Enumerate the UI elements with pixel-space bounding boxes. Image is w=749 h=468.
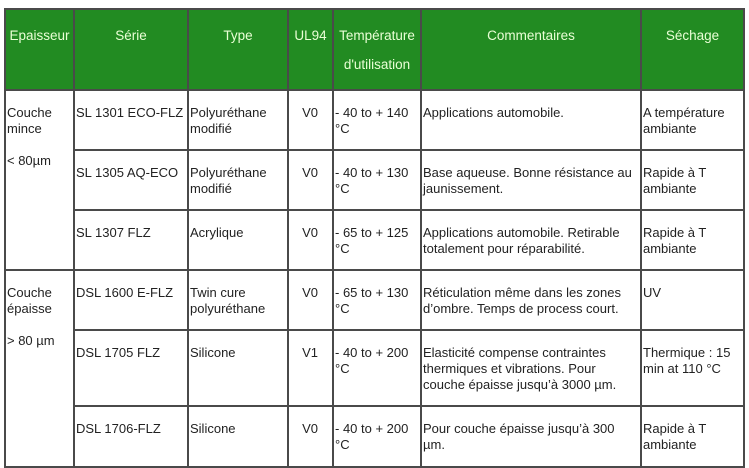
epaisseur-range: < 80µm bbox=[7, 153, 51, 168]
column-header-sechage: Séchage bbox=[641, 9, 744, 90]
type-cell: Polyuréthane modifié bbox=[188, 150, 288, 210]
serie-cell: DSL 1705 FLZ bbox=[74, 330, 188, 406]
epaisseur-label: Couche bbox=[7, 105, 52, 120]
serie-cell: DSL 1706-FLZ bbox=[74, 406, 188, 467]
epaisseur-label: mince bbox=[7, 121, 42, 136]
type-cell: Twin cure polyuréthane bbox=[188, 270, 288, 330]
temperature-header-line1: Température bbox=[339, 28, 415, 43]
column-header-temperature bbox=[333, 9, 421, 90]
type-cell: Acrylique bbox=[188, 210, 288, 270]
type-cell: Silicone bbox=[188, 406, 288, 467]
column-header-epaisseur: Epaisseur bbox=[5, 9, 74, 90]
commentaires-cell: Elasticité compense contraintes thermiques et vibrations. Pour couche épaisse jusqu’à 3000 µm. bbox=[421, 330, 641, 406]
table-row bbox=[5, 150, 744, 210]
table-row bbox=[5, 90, 744, 150]
epaisseur-cell-epaisse bbox=[5, 270, 74, 467]
serie-cell: SL 1305 AQ-ECO bbox=[74, 150, 188, 210]
ul94-cell: V0 bbox=[288, 150, 333, 210]
column-header-type: Type bbox=[188, 9, 288, 90]
temperature-cell: - 65 to + 125 °C bbox=[333, 210, 421, 270]
sechage-cell: Thermique : 15 min at 110 °C bbox=[641, 330, 744, 406]
epaisseur-cell-mince bbox=[5, 90, 74, 270]
ul94-cell: V0 bbox=[288, 270, 333, 330]
temperature-cell: - 40 to + 200 °C bbox=[333, 406, 421, 467]
commentaires-cell: Base aqueuse. Bonne résistance au jaunissement. bbox=[421, 150, 641, 210]
ul94-cell: V0 bbox=[288, 406, 333, 467]
temperature-cell: - 40 to + 140 °C bbox=[333, 90, 421, 150]
header-row bbox=[5, 9, 744, 90]
temperature-cell: - 65 to + 130 °C bbox=[333, 270, 421, 330]
temperature-cell: - 40 to + 130 °C bbox=[333, 150, 421, 210]
epaisseur-range: > 80 µm bbox=[7, 333, 55, 348]
commentaires-cell: Pour couche épaisse jusqu’à 300 µm. bbox=[421, 406, 641, 467]
table-row bbox=[5, 210, 744, 270]
serie-cell: DSL 1600 E-FLZ bbox=[74, 270, 188, 330]
ul94-cell: V0 bbox=[288, 210, 333, 270]
sechage-cell: A température ambiante bbox=[641, 90, 744, 150]
sechage-cell: Rapide à T ambiante bbox=[641, 406, 744, 467]
sechage-cell: Rapide à T ambiante bbox=[641, 210, 744, 270]
table-row bbox=[5, 270, 744, 330]
sechage-cell: Rapide à T ambiante bbox=[641, 150, 744, 210]
column-header-ul94: UL94 bbox=[288, 9, 333, 90]
commentaires-cell: Applications automobile. bbox=[421, 90, 641, 150]
sechage-cell: UV bbox=[641, 270, 744, 330]
ul94-cell: V1 bbox=[288, 330, 333, 406]
epaisseur-label: Couche bbox=[7, 285, 52, 300]
table-row bbox=[5, 406, 744, 467]
column-header-serie: Série bbox=[74, 9, 188, 90]
ul94-cell: V0 bbox=[288, 90, 333, 150]
serie-cell: SL 1307 FLZ bbox=[74, 210, 188, 270]
temperature-cell: - 40 to + 200 °C bbox=[333, 330, 421, 406]
column-header-commentaires: Commentaires bbox=[421, 9, 641, 90]
commentaires-cell: Applications automobile. Retirable totalement pour réparabilité. bbox=[421, 210, 641, 270]
commentaires-cell: Réticulation même dans les zones d’ombre. Temps de process court. bbox=[421, 270, 641, 330]
table-row bbox=[5, 330, 744, 406]
serie-cell: SL 1301 ECO-FLZ bbox=[74, 90, 188, 150]
product-comparison-table bbox=[4, 8, 745, 468]
epaisseur-label: épaisse bbox=[7, 301, 52, 316]
type-cell: Silicone bbox=[188, 330, 288, 406]
type-cell: Polyuréthane modifié bbox=[188, 90, 288, 150]
temperature-header-line2: d'utilisation bbox=[343, 57, 411, 72]
